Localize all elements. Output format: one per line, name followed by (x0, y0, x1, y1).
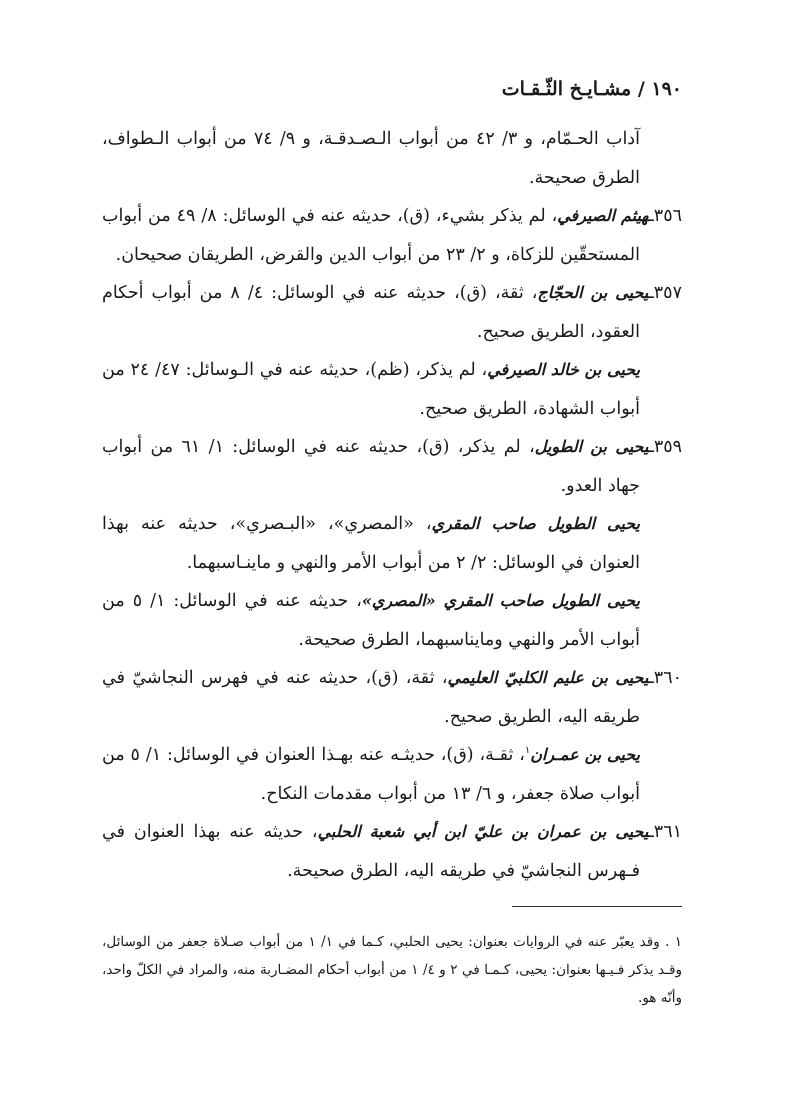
entry-text: ، حديثه عنه في الوسائل: ١/ ٥ من أبواب الأمر والنهي ومايناسبهما، الطرق صحيحة. (102, 591, 640, 650)
narrator-name: هيثم الصيرفي (557, 206, 649, 225)
entry-number: ٣٥٩ـ (648, 437, 683, 457)
entry-359 (102, 428, 682, 505)
entry-text: ، لم يذكر بشيء، (ق)، حديثه عنه في الوسائل: ٨/ ٤٩ من أبواب المستحقّين للزكاة، و ٢/ ٢٣ من أبواب الدين والقرض، الطريقان صحيحان. (102, 206, 640, 265)
entry-continuation (102, 120, 682, 197)
entry-number: ٣٥٦ـ (648, 206, 682, 226)
entry-text: ، حديثه عنه بهذا العنوان في فـهرس النجاشيّ في طريقه اليه، الطرق صحيحة. (102, 822, 640, 881)
narrator-name: يحيى بن عمـران (530, 745, 641, 764)
entry-361 (102, 813, 682, 890)
narrator-name: يحيى الطويل صاحب المقري (431, 514, 641, 533)
footnote: ١ . وقد يعبّر عنه في الروايات بعنوان: يحيى الحلبي، كـما في ١/ ١ من أبواب صـلاة جعفر من الوسائل، وقـد يذكر فـيـها بعنوان: يحيى، كـمـا في ٢ و ٤/ ١ من أبواب أحكام المضـاربة منه، والمراد في الكلّ واحد، وأنّه هو. (102, 934, 683, 1006)
narrator-name: يحيى بن الطويل (534, 437, 649, 456)
entry-number: ٣٥٧ـ (648, 283, 682, 303)
entry-text: ، ثقة، (ق)، حديثه عنه في فهرس النجاشيّ في طريقه اليه، الطريق صحيح. (102, 668, 640, 727)
entry-sub (102, 351, 682, 428)
narrator-name: يحيى الطويل صاحب المقري «المصري» (361, 591, 640, 610)
narrator-name: يحيى بن عمران بن عليّ ابن أبي شعبة الحلبي (317, 822, 649, 841)
entry-text: ، لم يذكر، (ظم)، حديثه عنه في الـوسائل: ٤٧/ ٢٤ من أبواب الشهادة، الطريق صحيح. (102, 360, 640, 419)
entry-360 (102, 659, 682, 736)
entry-sub (102, 736, 682, 813)
entry-number: ٣٦٠ـ (648, 668, 682, 688)
footnote-divider (512, 906, 682, 907)
entry-sub (102, 505, 682, 582)
footnote-marker: ١ (524, 745, 531, 757)
entry-text: ، ثقـة، (ق)، حديثـه عنه بهـذا العنوان في الوسائل: ١/ ٥ من أبواب صلاة جعفر، و ٦/ ١٣ من أبواب مقدمات النكاح. (102, 745, 640, 804)
entry-357 (102, 274, 682, 351)
entry-number: ٣٦١ـ (648, 822, 682, 842)
entry-sub (102, 582, 682, 659)
entry-text: ، ثقة، (ق)، حديثه عنه في الوسائل: ٤/ ٨ من أبواب أحكام العقود، الطريق صحيح. (102, 283, 640, 342)
running-header: ١٩٠ / مشـايـخ الثّـقـات (501, 78, 682, 100)
narrator-name: يحيى بن الحجّاج (537, 283, 649, 302)
narrator-name: يحيى بن عليم الكلبيّ العليمي (447, 668, 649, 687)
entry-text: ، لم يذكر، (ق)، حديثه عنه في الوسائل: ١/ ٦١ من أبواب جهاد العدو. (102, 437, 640, 496)
entry-text: ، «المصري»، «البـصري»، حديثه عنه بهذا العنوان في الوسائل: ٢/ ٢ من أبواب الأمر والنهي و ماينـاسبهما. (102, 514, 640, 573)
entry-356 (102, 197, 682, 274)
narrator-name: يحيى بن خالد الصيرفي (487, 360, 640, 379)
entry-text: آداب الحـمّام، و ٣/ ٤٢ من أبواب الـصـدقـة، و ٩/ ٧٤ من أبواب الـطواف، الطرق صحيحة. (102, 129, 640, 188)
page-body (102, 120, 682, 890)
